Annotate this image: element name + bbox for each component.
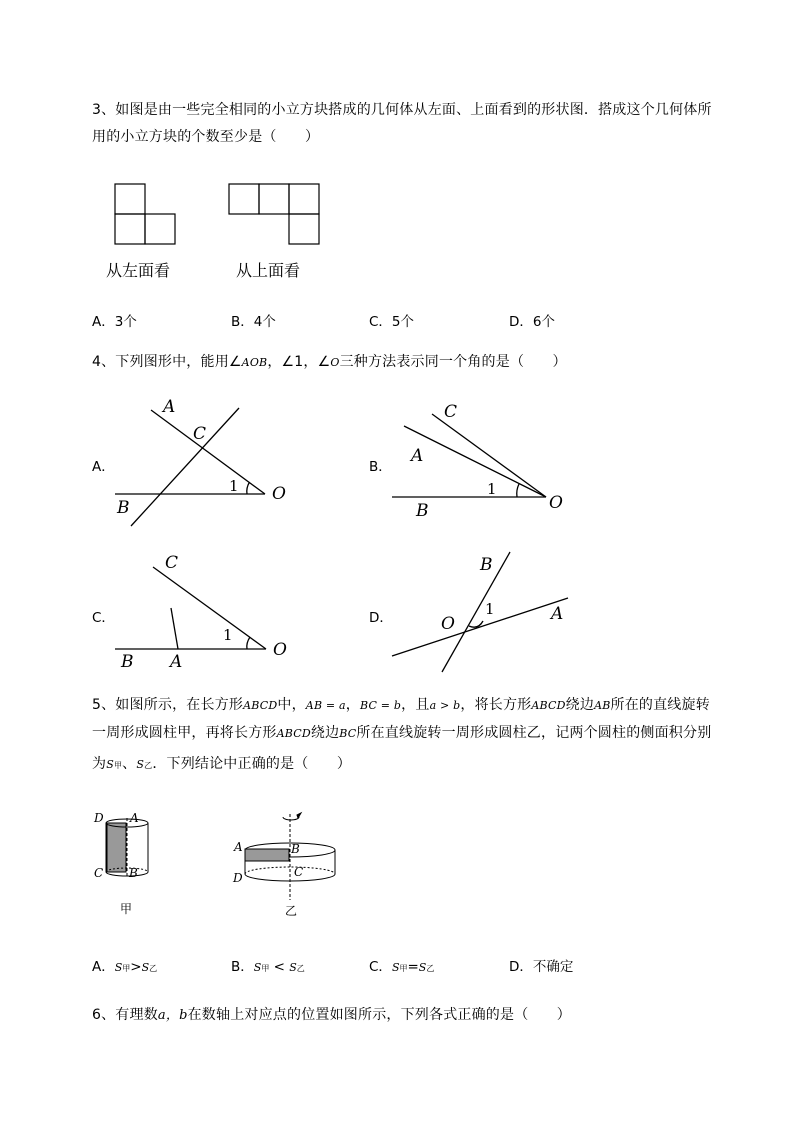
q5-line3: 为S甲、S乙．下列结论中正确的是（ ） — [92, 756, 352, 772]
jia-label-a: A — [130, 811, 139, 825]
fig-d-label-a: A — [551, 604, 564, 624]
jia-label-b: B — [129, 866, 138, 880]
yi-label-b: B — [291, 842, 300, 856]
q4-option-a[interactable]: A． — [92, 459, 115, 475]
fig-b-label-1: 1 — [487, 480, 497, 498]
q5-option-b[interactable]: B．S甲 < S乙 — [231, 959, 305, 975]
q4-stem: 4、下列图形中，能用∠AOB，∠1，∠O三种方法表示同一个角的是（ ） — [92, 354, 567, 370]
q3-line2: 用的小立方块的个数至少是（ ） — [92, 129, 320, 145]
yi-label-a: A — [234, 840, 243, 854]
fig-c-label-a: A — [170, 652, 183, 672]
yi-label-c: C — [294, 865, 304, 879]
q3-left-caption: 从左面看 — [106, 261, 171, 280]
yi-caption: 乙 — [285, 904, 298, 918]
q3-option-b[interactable]: B．4个 — [231, 314, 276, 330]
fig-c-label-o: O — [273, 640, 287, 660]
fig-b-label-a: A — [411, 446, 424, 466]
jia-label-d: D — [94, 811, 104, 825]
q4-option-b[interactable]: B． — [369, 459, 392, 475]
q5-option-d[interactable]: D．不确定 — [509, 959, 574, 975]
fig-a-label-b: B — [117, 498, 130, 518]
fig-a-label-o: O — [272, 484, 286, 504]
q5-option-c[interactable]: C．S甲=S乙 — [369, 959, 435, 975]
q3-option-c[interactable]: C．5个 — [369, 314, 415, 330]
jia-caption: 甲 — [120, 902, 133, 916]
q3-top-caption: 从上面看 — [236, 261, 301, 280]
fig-a-label-a: A — [163, 397, 176, 417]
q3-option-d[interactable]: D．6个 — [509, 314, 555, 330]
fig-c-label-c: C — [165, 553, 179, 573]
q3-line1: 3、如图是由一些完全相同的小立方块搭成的几何体从左面、上面看到的形状图．搭成这个几何体所 — [92, 102, 712, 118]
fig-d-label-o: O — [441, 614, 455, 634]
fig-c-label-b: B — [121, 652, 134, 672]
q4-option-d[interactable]: D． — [369, 610, 393, 626]
fig-c-label-1: 1 — [223, 626, 233, 644]
q6-stem: 6、有理数a，b在数轴上对应点的位置如图所示，下列各式正确的是（ ） — [92, 1007, 572, 1023]
fig-b-label-o: O — [549, 493, 563, 513]
q5-option-a[interactable]: A．S甲>S乙 — [92, 959, 158, 975]
fig-b-label-c: C — [444, 402, 458, 422]
q3-option-a[interactable]: A．3个 — [92, 314, 137, 330]
fig-a-label-1: 1 — [229, 477, 239, 495]
yi-label-d: D — [233, 871, 243, 885]
q5-line1: 5、如图所示，在长方形ABCD中，AB = a，BC = b，且a > b，将长方形ABCD绕边AB所在的直线旋转 — [92, 697, 710, 713]
fig-d-label-b: B — [480, 555, 493, 575]
jia-label-c: C — [94, 866, 104, 880]
fig-d-label-1: 1 — [485, 600, 495, 618]
fig-a-label-c: C — [193, 424, 207, 444]
q4-option-c[interactable]: C． — [92, 610, 115, 626]
q5-line2: 一周形成圆柱甲，再将长方形ABCD绕边BC所在直线旋转一周形成圆柱乙，记两个圆柱的侧面积分别 — [92, 725, 712, 741]
fig-b-label-b: B — [416, 501, 429, 521]
